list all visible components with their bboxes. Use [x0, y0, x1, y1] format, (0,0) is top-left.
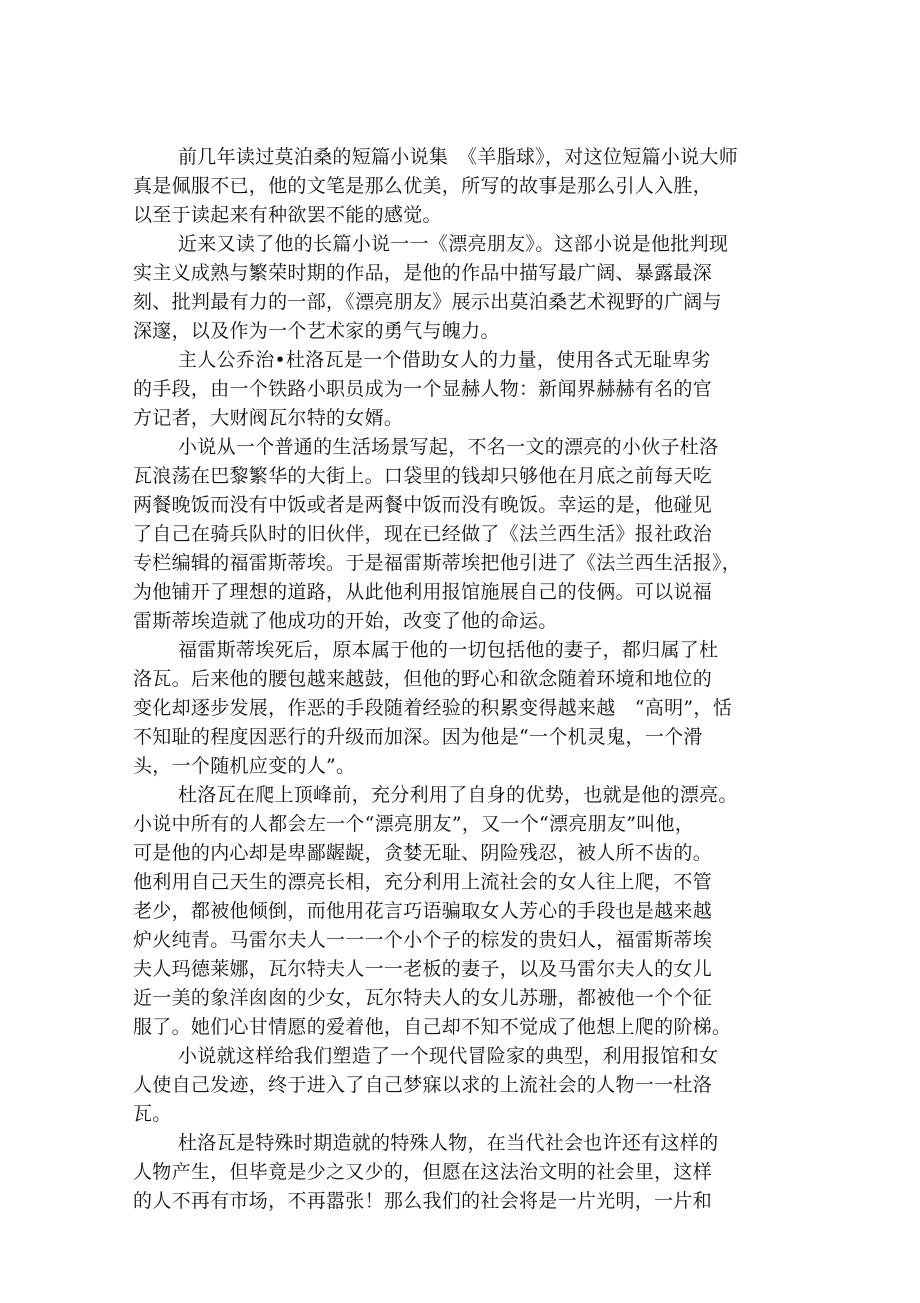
text-line: 老少，都被他倾倒，而他用花言巧语骗取女人芳心的手段也是越来越	[133, 900, 713, 922]
text-line: 人物产生，但毕竟是少之又少的，但愿在这法治文明的社会里，这样	[133, 1161, 713, 1183]
text-line: 变化却逐步发展，作恶的手段随着经验的积累变得越来越 “高明”，恬	[133, 697, 733, 719]
text-line: 两餐晚饭而没有中饭或者是两餐中饭而没有晚饭。幸运的是，他碰见	[133, 494, 713, 516]
text-line: 不知耻的程度因恶行的升级而加深。因为他是“一个机灵鬼，一个滑	[133, 726, 703, 748]
text-line: 前几年读过莫泊桑的短篇小说集 《羊脂球》，对这位短篇小说大师	[178, 146, 739, 168]
text-line: 他利用自己天生的漂亮长相，充分利用上流社会的女人往上爬，不管	[133, 871, 713, 893]
text-line: 夫人玛德莱娜，瓦尔特夫人一一老板的妻子，以及马雷尔夫人的女儿	[133, 958, 713, 980]
text-line: 的手段，由一个铁路小职员成为一个显赫人物：新闻界赫赫有名的官	[133, 378, 713, 400]
text-line: 可是他的内心却是卑鄙龌龊，贪婪无耻、阴险残忍，被人所不齿的。	[133, 842, 713, 864]
text-line: 小说中所有的人都会左一个“漂亮朋友”，又一个“漂亮朋友”叫他，	[133, 813, 695, 835]
text-line: 小说就这样给我们塑造了一个现代冒险家的典型，利用报馆和女	[178, 1045, 719, 1067]
text-line: 人使自己发迹，终于进入了自己梦寐以求的上流社会的人物一一杜洛	[133, 1074, 713, 1096]
text-line: 小说从一个普通的生活场景写起，不名一文的漂亮的小伙子杜洛	[178, 436, 719, 458]
text-line: 专栏编辑的福雷斯蒂埃。于是福雷斯蒂埃把他引进了《法兰西生活报》，	[133, 552, 742, 574]
text-line: 近来又读了他的长篇小说一一《漂亮朋友》。这部小说是他批判现	[178, 233, 729, 255]
text-line: 瓦。	[133, 1103, 172, 1125]
text-line: 深邃，以及作为一个艺术家的勇气与魄力。	[133, 320, 500, 342]
text-line: 近一美的象洋囱囱的少女，瓦尔特夫人的女儿苏珊，都被他一个个征	[133, 987, 713, 1009]
text-line: 以至于读起来有种欲罢不能的感觉。	[133, 204, 442, 226]
text-line: 雷斯蒂埃造就了他成功的开始，改变了他的命运。	[133, 610, 558, 632]
text-line: 头，一个随机应变的人”。	[133, 755, 356, 777]
text-line: 服了。她们心甘情愿的爱着他，自己却不知不觉成了他想上爬的阶梯。	[133, 1016, 732, 1038]
text-line: 实主义成熟与繁荣时期的作品，是他的作品中描写最广阔、暴露最深	[133, 262, 713, 284]
text-line: 杜洛瓦在爬上顶峰前，充分利用了自身的优势，也就是他的漂亮。	[178, 784, 738, 806]
text-line: 为他铺开了理想的道路，从此他利用报馆施展自己的伎俩。可以说福	[133, 581, 713, 603]
text-line: 真是佩服不已，他的文笔是那么优美，所写的故事是那么引人入胜，	[133, 175, 713, 197]
text-line: 洛瓦。后来他的腰包越来越鼓，但他的野心和欲念随着环境和地位的	[133, 668, 713, 690]
text-line: 炉火纯青。马雷尔夫人一一一个小个子的棕发的贵妇人，福雷斯蒂埃	[133, 929, 713, 951]
text-line: 福雷斯蒂埃死后，原本属于他的一切包括他的妻子，都归属了杜	[178, 639, 719, 661]
text-line: 杜洛瓦是特殊时期造就的特殊人物，在当代社会也许还有这样的	[178, 1132, 719, 1154]
text-line: 刻、批判最有力的一部，《漂亮朋友》展示出莫泊桑艺术视野的广阔与	[133, 291, 722, 313]
text-line: 瓦浪荡在巴黎繁华的大街上。口袋里的钱却只够他在月底之前每天吃	[133, 465, 713, 487]
text-line: 方记者，大财阀瓦尔特的女婿。	[133, 407, 404, 429]
text-line: 了自己在骑兵队时的旧伙伴，现在已经做了《法兰西生活》报社政治	[133, 523, 713, 545]
text-line: 主人公乔治•杜洛瓦是一个借助女人的力量，使用各式无耻卑劣	[178, 349, 711, 371]
text-line: 的人不再有市场，不再嚣张！那么我们的社会将是一片光明，一片和	[133, 1190, 713, 1212]
